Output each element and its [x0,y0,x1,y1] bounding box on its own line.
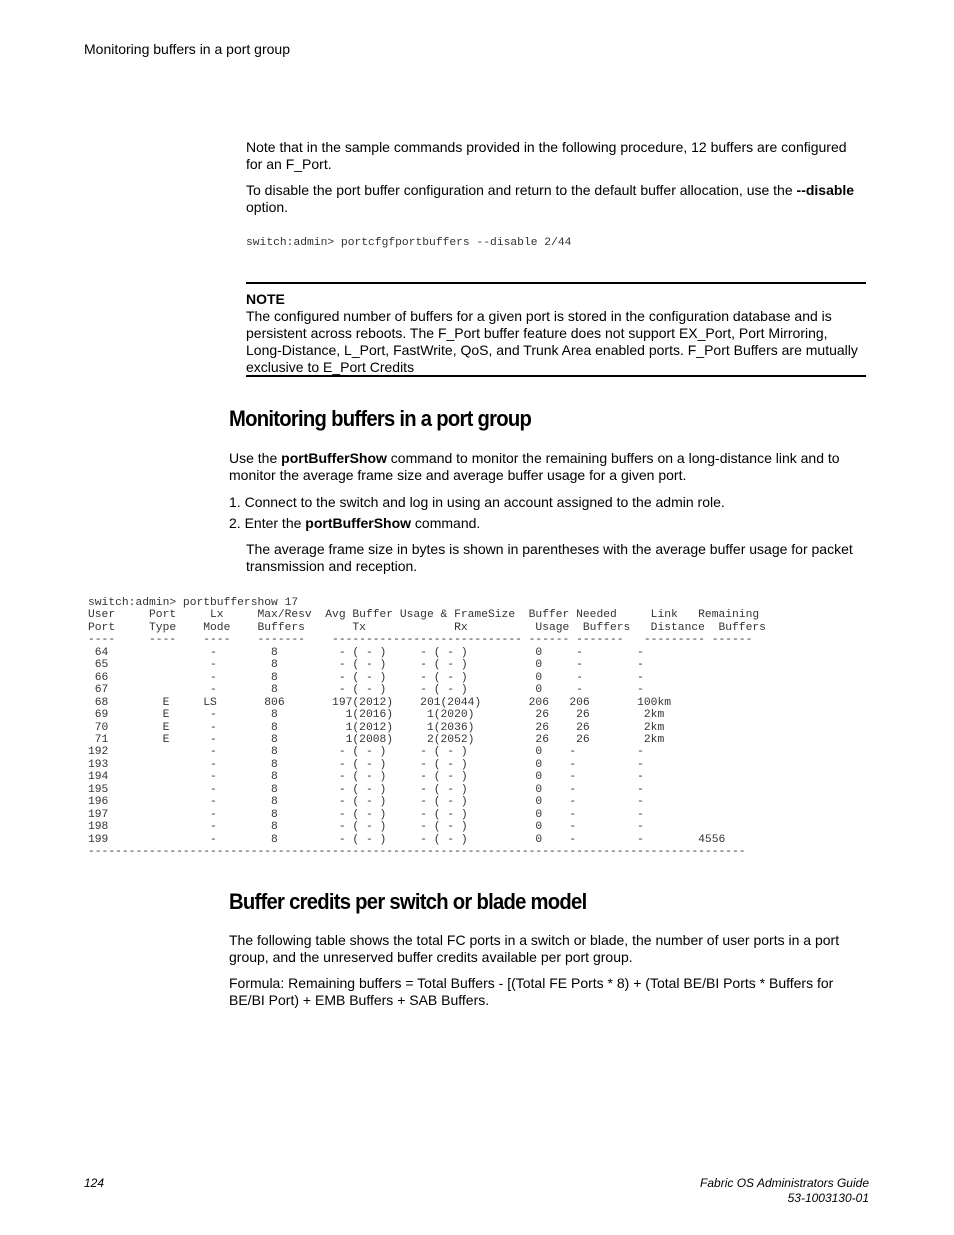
para-text: option. [246,199,289,215]
command-name: portBufferShow [305,515,412,531]
note-label: NOTE [246,291,285,307]
para-text: command to monitor the remaining buffers on a long-distance link and to monitor the average frame size and average buffer usage for a given port. [229,450,840,483]
step-text: command. [411,515,481,531]
portbuffershow-output: switch:admin> portbuffershow 17 User Port Lx Max/Resv Avg Buffer Usage & FrameSize Buffer Needed Link Remaining Port Type Mode Buffers Tx Rx Usage Buffers Distance Buffers ---- ---- ---- ------- ---------------------------- ------ ------- --------- ------ 64 - 8 - ( - ) - ( - ) 0 - - 65 - 8 - ( - ) - ( - ) 0 - - 66 - 8 - ( - ) - ( - ) 0 - - 67 - 8 - ( - ) - ( - ) 0 - - 68 E LS 806 197(2012) 201(2044) 206 206 100km 69 E - 8 1(2016) 1(2020) 26 26 2km 70 E - 8 1(2012) 1(2036) 26 26 2km 71 E - 8 1(2008) 2(2052) 26 26 2km 192 - 8 - ( - ) - ( - ) 0 - - 193 - 8 - ( - ) - ( - ) 0 - - 194 - 8 - ( - ) - ( - ) 0 - - 195 - 8 - ( - ) - ( - ) 0 - - 196 - 8 - ( - ) - ( - ) 0 - - 197 - 8 - ( - ) - ( - ) 0 - - 198 - 8 - ( - ) - ( - ) 0 - - 199 - 8 - ( - ) - ( - ) 0 - - 4556 ------------------------------------------------------------------------------------------------- [88,597,766,859]
intro-paragraph-2 [246,182,866,216]
doc-number: 53-1003130-01 [787,1191,869,1205]
para-text: Use the [229,450,282,466]
step-number: 2. [229,515,241,531]
section2-formula: Formula: Remaining buffers = Total Buffers - [(Total FE Ports * 8) + (Total BE/BI Ports * Buffers for BE/BI Port) + EMB Buffers + SAB Buffers. [229,975,834,1008]
procedure-step [229,494,859,511]
command-name: portBufferShow [281,450,387,466]
procedure-step [229,515,859,532]
step-text: Connect to the switch and log in using an account assigned to the admin role. [244,494,725,510]
note-bottom-rule [246,375,866,377]
para-text: To disable the port buffer configuration and return to the default buffer allocation, use the [246,182,797,198]
disable-option: --disable [796,182,855,198]
section2-paragraph-1: The following table shows the total FC ports in a switch or blade, the number of user ports in a port group, and the unreserved buffer credits available per port group. [229,932,840,965]
doc-title: Fabric OS Administrators Guide [700,1176,869,1190]
intro-paragraph-1: Note that in the sample commands provided in the following procedure, 12 buffers are configured for an F_Port. [246,139,847,172]
procedure-steps [229,494,859,532]
section-heading-monitoring: Monitoring buffers in a port group [229,406,532,431]
running-header: Monitoring buffers in a port group [84,41,290,57]
note-text: The configured number of buffers for a given port is stored in the configuration database and is persistent across reboots. The F_Port buffer feature does not support EX_Port, Port Mirroring, Long-Distance, L_Port, FastWrite, QoS, and Trunk Area enabled ports. F_Port Buffers are mutually exclusive to E_Port Credits [246,308,858,375]
note-top-rule [246,282,866,284]
disable-command-example: switch:admin> portcfgfportbuffers --disable 2/44 [246,237,572,249]
section1-paragraph [229,450,854,484]
step-number: 1. [229,494,241,510]
page-number: 124 [84,1176,105,1190]
step-text: Enter the [244,515,306,531]
step-explanation: The average frame size in bytes is shown in parentheses with the average buffer usage for packet transmission and reception. [246,541,853,574]
section-heading-buffer-credits: Buffer credits per switch or blade model [229,889,587,914]
